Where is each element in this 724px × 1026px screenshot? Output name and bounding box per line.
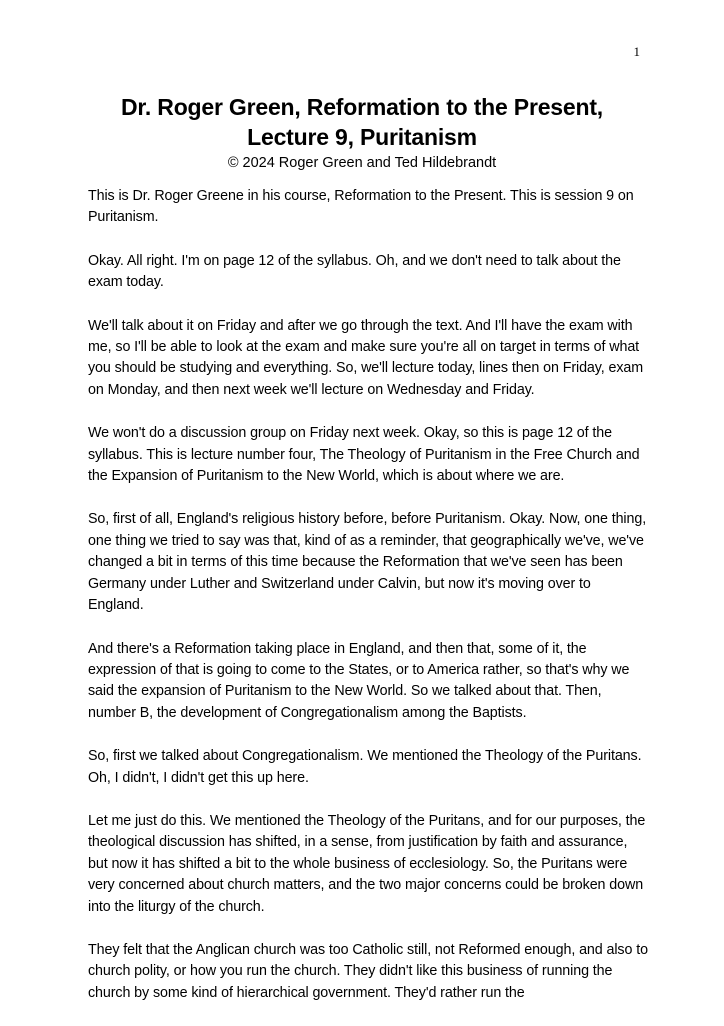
paragraph-3: We'll talk about it on Friday and after we go through the text. And I'll have the exam with me, so I'll be able to look at the exam and make sure you're all on target in terms of what you should be studying and everything. So, we'll lecture today, lines then on Friday, exam on Monday, and then next week we'll lecture on Wednesday and Friday. [88,317,644,398]
paragraph-2: Okay. All right. I'm on page 12 of the syllabus. Oh, and we don't need to talk about the exam today. [88,252,621,291]
paragraph-8: Let me just do this. We mentioned the Theology of the Puritans, and for our purposes, the theological discussion has shifted, in a sense, from justification by faith and assurance, but now it has shifted a bit to the whole business of ecclesiology. So, the Puritans were very concerned about church matters, and the two major concerns could be broken down into the liturgy of the church. [88,812,646,915]
paragraph-5: So, first of all, England's religious history before, before Puritanism. Okay. Now, one thing, one thing we tried to say was that, kind of as a reminder, that geographically we've, we've changed a bit in terms of this time because the Reformation that we've seen has been Germany under Luther and Switzerland under Calvin, but now it's moving over to England. [88,511,647,614]
document-title-line-2: Lecture 9, Puritanism [247,124,477,150]
document-title-line-1: Dr. Roger Green, Reformation to the Present, [121,94,603,120]
paragraph-6: And there's a Reformation taking place in England, and then that, some of it, the expression of that is going to come to the States, or to America rather, so that's why we said the expansion of Puritanism to the New World. So we talked about that. Then, number B, the development of Congregationalism among the Baptists. [88,640,630,721]
paragraph-4: We won't do a discussion group on Friday next week. Okay, so this is page 12 of the syllabus. This is lecture number four, The Theology of Puritanism in the Free Church and the Expansion of Puritanism to the New World, which is about where we are. [88,425,640,485]
title-block [60,92,664,173]
paragraph-1: This is Dr. Roger Greene in his course, Reformation to the Present. This is session 9 on Puritanism. [88,188,634,226]
page-number: 1 [633,44,640,59]
body-text [88,186,648,1026]
paragraph-7: So, first we talked about Congregationalism. We mentioned the Theology of the Puritans. Oh, I didn't, I didn't get this up here. [88,748,642,786]
paragraph-9: They felt that the Anglican church was too Catholic still, not Reformed enough, and also to church polity, or how you run the church. They didn't like this business of running the church by some kind of hierarchical government. They'd rather run the [88,941,648,1001]
copyright-notice: © 2024 Roger Green and Ted Hildebrandt [227,155,497,171]
